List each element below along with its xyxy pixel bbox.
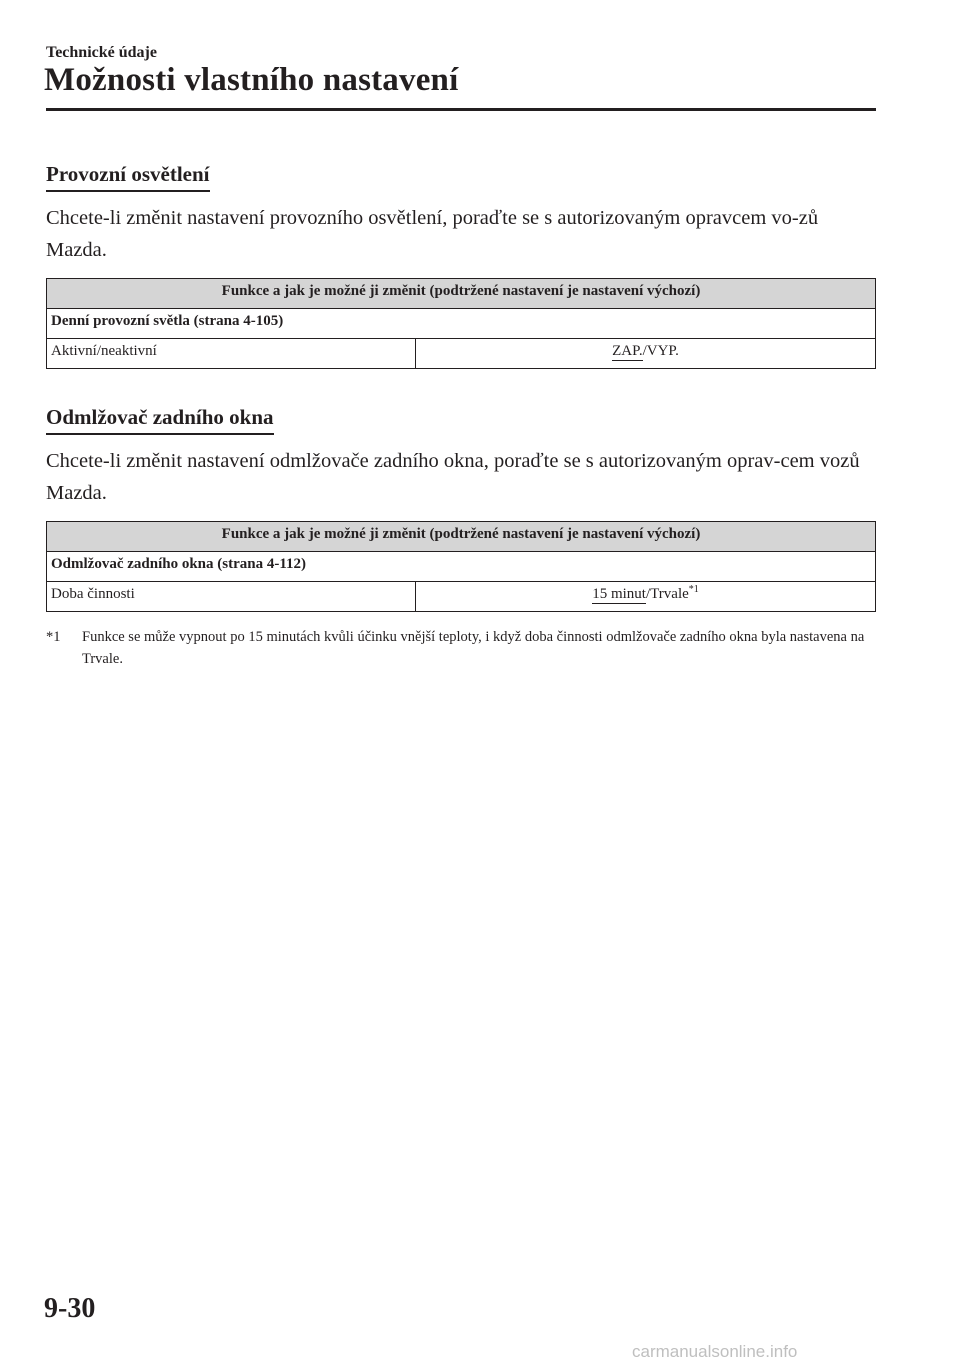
default-value: ZAP. — [612, 343, 643, 359]
table-header: Funkce a jak je možné ji změnit (podtržené nastavení je nastavení výchozí) — [47, 522, 876, 552]
table-row — [47, 339, 876, 369]
page-number: 9-30 — [44, 1293, 96, 1324]
setting-values — [416, 339, 876, 369]
page-title: Možnosti vlastního nastavení — [44, 62, 459, 98]
footnote-text: Funkce se může vypnout po 15 minutách kvůli účinku vnější teploty, i když doba činnosti odmlžovače zadního okna byla nastavena na Trvale. — [82, 629, 865, 667]
section-text: Chcete-li změnit nastavení provozního osvětlení, poraďte se s autorizovaným opravcem vo-zů Mazda. — [46, 207, 819, 261]
setting-name: Doba činnosti — [47, 582, 416, 612]
table-group-row — [47, 552, 876, 582]
section-text: Chcete-li změnit nastavení odmlžovače zadního okna, poraďte se s autorizovaným oprav-cem vozů Mazda. — [46, 450, 860, 504]
table-header: Funkce a jak je možné ji změnit (podtržené nastavení je nastavení výchozí) — [47, 279, 876, 309]
footnote-ref: *1 — [688, 584, 699, 595]
table-group-label: Denní provozní světla (strana 4-105) — [47, 309, 876, 339]
settings-table — [46, 521, 876, 612]
alternate-value: VYP. — [646, 343, 679, 359]
table-header-row — [47, 279, 876, 309]
section-running-lights — [46, 162, 876, 369]
alternate-value: Trvale — [650, 586, 689, 602]
setting-values — [416, 582, 876, 612]
default-value: 15 minut — [592, 586, 646, 602]
table-group-label: Odmlžovač zadního okna (strana 4-112) — [47, 552, 876, 582]
table-row — [47, 582, 876, 612]
settings-table — [46, 278, 876, 369]
section-heading: Odmlžovač zadního okna — [46, 405, 274, 435]
title-divider — [46, 108, 876, 111]
watermark: carmanualsonline.info — [632, 1342, 798, 1361]
section-heading: Provozní osvětlení — [46, 162, 210, 192]
setting-name: Aktivní/neaktivní — [47, 339, 416, 369]
footnote — [46, 626, 876, 670]
section-rear-defogger — [46, 405, 876, 670]
value-separator: / — [645, 586, 651, 602]
chapter-label: Technické údaje — [46, 44, 157, 61]
value-separator: / — [642, 343, 647, 359]
table-group-row — [47, 309, 876, 339]
footnote-mark: *1 — [46, 629, 61, 645]
table-header-row — [47, 522, 876, 552]
